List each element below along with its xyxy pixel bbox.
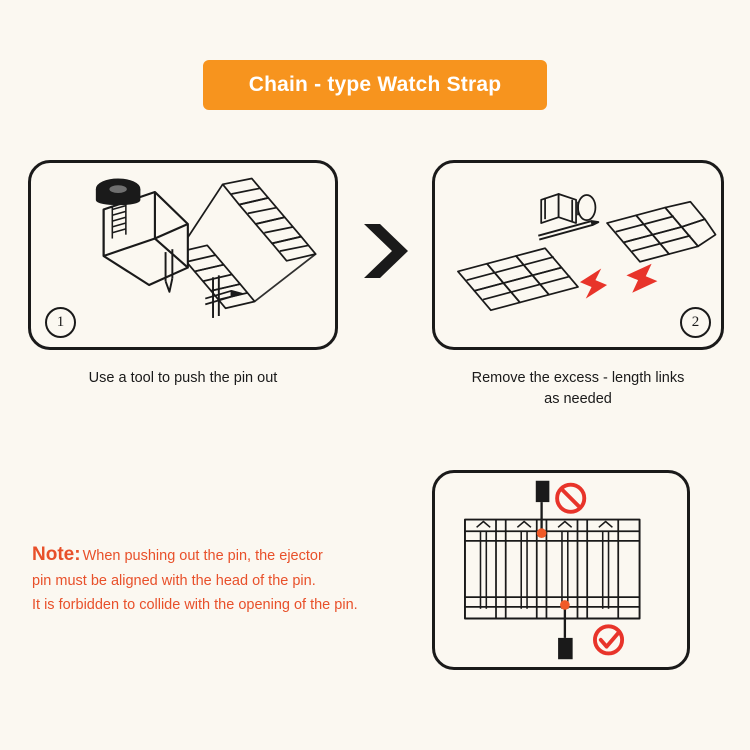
chevron-right-arrow <box>358 222 414 280</box>
page-title-banner <box>203 60 547 110</box>
detail-panel <box>432 470 690 670</box>
note-line-1: When pushing out the pin, the ejector <box>82 548 323 564</box>
note-label: Note: <box>32 544 81 565</box>
step-1-caption: Use a tool to push the pin out <box>88 370 278 386</box>
step-2-caption-line-1: Remove the excess - length links <box>471 370 685 386</box>
page-title: Chain - type Watch Strap <box>248 73 502 96</box>
note-block <box>32 540 422 617</box>
step-2-badge: 2 <box>680 307 711 338</box>
step-1-badge: 1 <box>45 307 76 338</box>
step-2-caption <box>420 368 736 410</box>
step-1-illustration <box>31 163 335 347</box>
pin-alignment-detail-illustration <box>435 473 687 667</box>
step-2-caption-line-2: as needed <box>544 391 612 408</box>
note-line-3: It is forbidden to collide with the opening of the pin. <box>32 596 358 613</box>
note-line-2: pin must be aligned with the head of the pin. <box>32 573 316 590</box>
step-2-illustration <box>435 163 721 347</box>
